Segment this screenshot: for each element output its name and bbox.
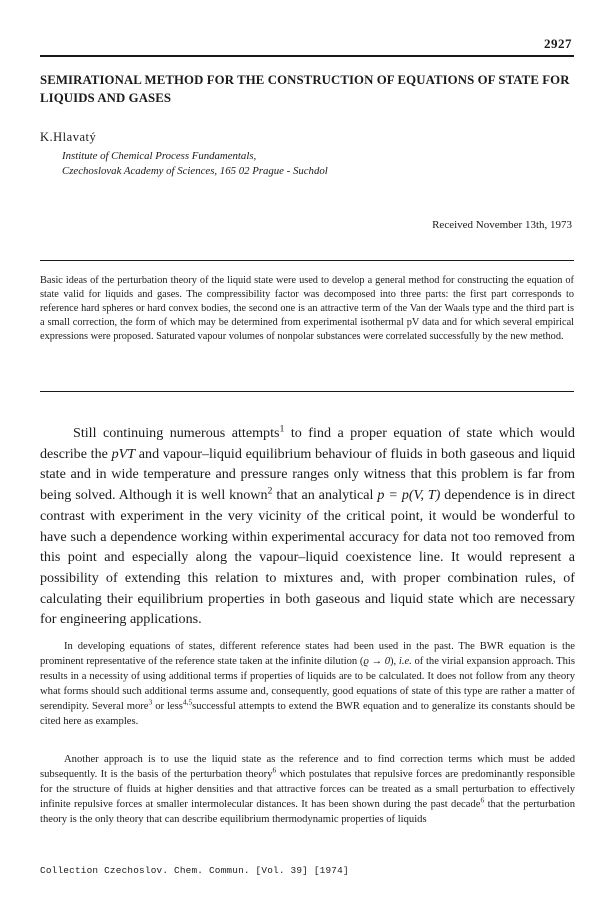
ref-marker-2: 2	[267, 485, 273, 497]
ref-marker-6b: 6	[480, 795, 485, 805]
p2-text-c: of the virial expansion approach. This results in a necessity of using additional terms if properties of liquids are to be calculated. It does not follow from any theory what forms should such additional terms assume and, consequently, good equations of state of this type are rather a matter of serendipity. Several more	[40, 656, 575, 712]
state-formula: p = p(V, T)	[377, 487, 441, 504]
author-name: K.Hlavatý	[40, 130, 97, 144]
body-paragraph-1	[40, 423, 575, 630]
body-paragraph-2	[40, 639, 575, 729]
body-paragraph-3	[40, 752, 575, 827]
p2-text-b: ),	[390, 656, 399, 667]
pvt-symbol: pVT	[111, 445, 136, 462]
abstract-bottom-rule	[40, 391, 574, 392]
p1-text-c: and vapour–liquid equilibrium behaviour of fluids in both gaseous and liquid state and in wide temperature and pressure ranges only witness that this problem is far from being solved. Although it is well known	[40, 445, 575, 504]
author-affiliation	[62, 149, 328, 179]
affiliation-line-2: Czechoslovak Academy of Sciences, 165 02 Prague - Suchdol	[62, 165, 328, 177]
p1-text-a: Still continuing numerous attempts	[73, 425, 280, 441]
p3-text-b: which postulates that repulsive forces are predominantly responsible for the structure of fluids at higher densities and that attractive forces can be treated as a small perturbation to effectively infinite repulsive forces at smaller intermolecular distances. It has been shown during the past decade	[40, 769, 575, 810]
ref-marker-1: 1	[279, 423, 285, 435]
p2-text-a: In developing equations of states, different reference states had been used in the past. The BWR equation is the prominent representative of the reference state taken at the infinite dilution (	[40, 641, 575, 667]
p3-text-a: Another approach is to use the liquid state as the reference and to find correction terms which must be added subsequently. It is the basis of the perturbation theory	[40, 754, 575, 780]
journal-footer: Collection Czechoslov. Chem. Commun. [Vol. 39] [1974]	[40, 865, 349, 876]
ref-marker-3: 3	[148, 697, 153, 707]
p3-text-c: that the perturbation theory is the only theory that can describe equilibrium thermodynamic properties of liquids	[40, 799, 575, 825]
p1-text-e: dependence is in direct contrast with experiment in the very vicinity of the critical point, it would be wonderful to have such a dependence working within experimental accuracy for data not too removed from this point and especially along the vapour–liquid coexistence line. It would represent a possibility of extending this relation to mixtures and, with proper combination rules, of calculating their equilibrium properties in both gaseous and liquid state which are necessary for engineering applications.	[40, 487, 576, 628]
p2-text-d: or less	[152, 701, 183, 712]
ie-abbrev: i.e.	[398, 656, 412, 667]
page-number: 2927	[544, 36, 572, 51]
article-title: SEMIRATIONAL METHOD FOR THE CONSTRUCTION OF EQUATIONS OF STATE FOR LIQUIDS AND GASES	[40, 73, 570, 105]
received-date: Received November 13th, 1973	[432, 219, 572, 231]
abstract-top-rule	[40, 260, 574, 261]
dilution-limit: ϱ → 0	[363, 656, 391, 667]
header-rule	[40, 55, 574, 57]
p1-text-d: that an analytical	[272, 487, 378, 504]
affiliation-line-1: Institute of Chemical Process Fundamentals,	[62, 150, 257, 162]
p2-text-e: successful attempts to extend the BWR equation and to generalize its constants should be cited here as examples.	[40, 701, 575, 727]
ref-marker-4-5: 4,5	[182, 697, 193, 707]
p1-text-b: to find a proper equation of state which would describe the	[40, 425, 575, 462]
ref-marker-6a: 6	[272, 765, 277, 775]
abstract: Basic ideas of the perturbation theory of the liquid state were used to develop a general method for constructing the equation of state valid for liquids and gases. The compressibility factor was decomposed into three parts: the first part corresponds to reference hard spheres or hard convex bodies, the second one is an attractive term of the Van der Waals type and the third part is a small correction, the form of which may be determined from experimental isothermal pV data and for which several empirical expressions were proposed. Saturated vapour volumes of nonpolar substances were correlated successfully by the new method.	[40, 275, 574, 342]
